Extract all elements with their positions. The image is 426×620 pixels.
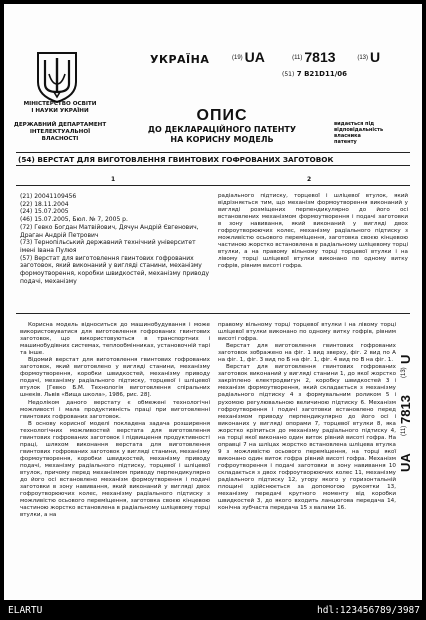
agency-name bbox=[12, 101, 108, 115]
inid-code: (19) bbox=[232, 55, 243, 62]
department-line: ІНТЕЛЕКТУАЛЬНОЇ bbox=[29, 129, 91, 135]
side-note-line: видається під bbox=[334, 121, 375, 127]
document-subtitle bbox=[124, 125, 320, 145]
description-left-column bbox=[20, 322, 210, 519]
patent-number-line bbox=[232, 49, 380, 65]
ipc-classification bbox=[282, 70, 347, 78]
divider bbox=[16, 152, 410, 153]
vertical-patent-number: 7813 bbox=[398, 395, 413, 424]
vertical-country-code: UA bbox=[398, 453, 413, 472]
biblio-entry: (21) 20041109456 bbox=[20, 193, 77, 200]
footer-bar bbox=[0, 600, 426, 620]
department-line: ВЛАСНОСТІ bbox=[41, 136, 79, 142]
side-note bbox=[334, 121, 414, 145]
department-line: ДЕРЖАВНИЙ ДЕПАРТАМЕНТ bbox=[13, 122, 107, 128]
column-number: 2 bbox=[307, 176, 312, 183]
paragraph: правому вільному торці торцевої втулки і на лівому торці шліцевої втулки виконано по одному витку гофрів, рівним висоті гофра. bbox=[218, 322, 396, 343]
inid-code: (13) bbox=[357, 55, 368, 62]
vertical-inid-code: (13) bbox=[401, 367, 407, 378]
biblio-entry: (73) Тернопільський державний технічний університет імені Івана Пулюя bbox=[20, 239, 196, 254]
biblio-entry: (57) Верстат для виготовлення гвинтових гофрованих заготовок, який виконаний у вигляді станини, механізму формоутворення, коробки швидкостей, механізму приводу подачі, механізму bbox=[20, 254, 210, 285]
patent-page bbox=[4, 4, 422, 600]
divider bbox=[16, 185, 410, 186]
inid-code: (51) bbox=[282, 71, 295, 78]
paragraph: Верстат для виготовлення гвинтових гофрованих заготовок виконаний у вигляді станини 1, до якої жорстко закріплено електродвигун 2, коробку швидкостей 3 і механізм формоутворення, який складається з механізму радіального підтиску 4 з формувальним роликом 5 і рухомою регулювальною величиною підтиску 6. Механізм гофроутворення і подачі заготовки встановлено перед механізмом приводу перпендикулярно до його осі і виконаних у вигляді опорами 7, торцевої втулки 8, яка жорстко кріпиться до механізму радіального підтиску 4, на торці якої виконано один виток рівний висоті гофра. На оправці 7 на шліцах жорстко встановлена шліцева втулка 9 з можливістю осьового переміщення, на торці якої виконано один виток гофра рівний висоті гофра. Механізм гофроутворення і подачі заготовки в зону навивання 10 складається з двох гофроутворюючих колес 11, механізму радіального підтиску 12, угору якого у горизонтальній площині здійснюється за допомогою рукоятки 13, механізму передачі крутного моменту від коробки швидкостей 3, до якого входить ланцюгова передача 14, конічна зубчаста передача 15 з валами 16. bbox=[218, 364, 396, 512]
side-note-line: відповідальність bbox=[334, 127, 384, 133]
biblio-entry: (46) 15.07.2005, Бюл. № 7, 2005 р. bbox=[20, 216, 128, 224]
agency-line: І НАУКИ УКРАЇНИ bbox=[31, 108, 89, 114]
claim-continuation bbox=[218, 193, 408, 271]
column-number: 1 bbox=[111, 176, 116, 183]
claim-text: радіального підтиску, торцевої і шліцевої втулок, який відрізняється тим, що механізм формоутворення виконаний у вигляді розміщених перпендикулярно до його осі встановлених механізмом формоутворення і подачі заготовки в зону навивання, який виконаний у вигляді двох гофроутворюючих колес, механізму радіального підтиску з можливістю осьового переміщення, заготовка своєю кінцевою частиною жорстко встановлена в радіальному шліцевому торці втулки, а на правому вільному торці торцевої втулки і на лівому торці шліцевої втулки виконано по одному витку гофрів, рівним висоті гофра. bbox=[218, 193, 408, 270]
country-name: УКРАЇНА bbox=[150, 53, 210, 66]
vertical-kind-code: U bbox=[398, 354, 413, 364]
document-title: ОПИС bbox=[196, 107, 248, 124]
paragraph: Верстат для виготовлення гвинтових гофрованих заготовок зображено на фіг. 1 вид зверху, фіг. 2 вид по А на фіг. 1, фіг. 3 вид по Б на фіг. 1, фіг. 4 вид по В на фіг. 1. bbox=[218, 343, 396, 364]
department-name bbox=[12, 122, 108, 143]
invention-title: (54) ВЕРСТАТ ДЛЯ ВИГОТОВЛЕННЯ ГВИНТОВИХ ГОФРОВАНИХ ЗАГОТОВОК bbox=[18, 155, 334, 164]
ukraine-trident-emblem-icon bbox=[32, 50, 82, 104]
agency-line: МІНІСТЕРСТВО ОСВІТИ bbox=[23, 101, 97, 107]
inid-code: (11) bbox=[292, 55, 303, 62]
kind-code: U bbox=[370, 49, 381, 65]
vertical-inid-code: (11) bbox=[401, 425, 407, 436]
ipc-code: 7 B21D11/06 bbox=[296, 70, 347, 78]
biblio-entry: (24) 15.07.2005 bbox=[20, 208, 69, 216]
paragraph: Недоліком даного верстату є обмежені технологічні можливості і мала продуктивність праці при виготовленні гвинтових гофрованих заготовок. bbox=[20, 399, 210, 420]
paragraph: В основу корисної моделі покладена задача розширення технологічних можливостей верстата для виготовлення гвинтових гофрованих заготовок і підвищення продуктивності праці, шляхом виконання верстата для виготовлення гвинтових гофрованих заготовок у вигляді станини, механізму формоутворення, коробки швидкостей, механізму приводу подачі, механізму радіального підтиску, торцевої і шліцевої втулок, причому перед механізмом приводу перпендикулярно до його осі встановлено механізм формоутворення і подачі заготовки в зону навивання, який виконаний у вигляді двох гофроутворюючих колес, механізму радіального підтиску з можливістю осьового переміщення, заготовка своєю кінцевою частиною жорстко встановлена в радіальному шліцевому торці втулки, а на bbox=[20, 420, 210, 519]
divider bbox=[16, 165, 410, 166]
side-note-line: патенту bbox=[334, 139, 357, 145]
patent-number: 7813 bbox=[304, 49, 336, 65]
footer-repository: ELARTU bbox=[8, 605, 43, 616]
footer-handle: hdl:123456789/3987 bbox=[317, 605, 420, 616]
subtitle-line: НА КОРИСНУ МОДЕЛЬ bbox=[170, 135, 274, 144]
description-right-column bbox=[218, 322, 396, 512]
paragraph: Відомий верстат для виготовлення гвинтових гофрованих заготовок, який виготовлено у вигляді станини, механізму формоутворення, коробки швидкостей, механізму приводу подачі, механізму радіального підтиску, торцевої і шліцевої втулок [Гевко Б.М. Технологія виготовлення спіральних шнеків. Львів «Вища школа», 1986, рис. 28]. bbox=[20, 357, 210, 399]
biblio-entry: (22) 18.11.2004 bbox=[20, 200, 69, 208]
country-code: UA bbox=[244, 49, 265, 65]
biblio-entry: (72) Гевко Богдан Матвійович, Дячун Андрій Євгенович, Драган Андрій Петрович bbox=[20, 223, 199, 239]
side-note-line: власника bbox=[334, 133, 361, 139]
divider bbox=[16, 313, 410, 314]
subtitle-line: ДО ДЕКЛАРАЦІЙНОГО ПАТЕНТУ bbox=[147, 125, 297, 134]
paragraph: Корисна модель відноситься до машинобудування і може використовуватися для виготовлення гофрованих гвинтових заготовок, що використовуються в транспортних і машинобудівних системах, теплообмінниках, установочній тарі та інше. bbox=[20, 322, 210, 357]
bibliographic-data bbox=[20, 193, 210, 285]
